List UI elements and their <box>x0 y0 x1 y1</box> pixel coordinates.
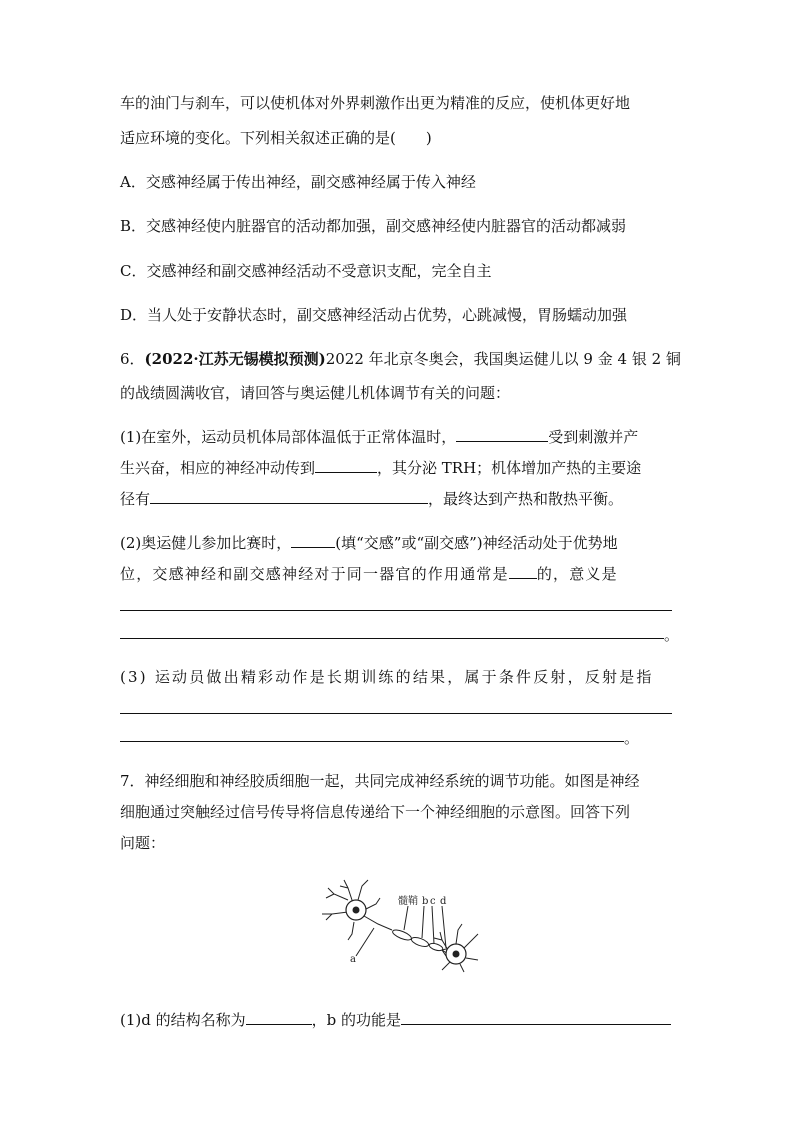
intro-line-2: 适应环境的变化。下列相关叙述正确的是( ) <box>120 129 432 147</box>
q7-sub1-text-b: ，b 的功能是 <box>311 1011 401 1029</box>
q6-p2-period: 。 <box>664 626 680 644</box>
answer-blank[interactable] <box>401 1009 671 1025</box>
option-d: D．当人处于安静状态时，副交感神经活动占优势，心跳减慢，胃肠蠕动加强 <box>120 306 628 324</box>
q6-p3-period: 。 <box>624 729 640 747</box>
neuron-synapse-diagram <box>318 878 480 974</box>
option-b: B．交感神经使内脏器官的活动都加强，副交感神经使内脏器官的活动都减弱 <box>120 217 627 235</box>
answer-line[interactable] <box>120 741 624 742</box>
figure-label-b: b <box>422 896 429 907</box>
answer-line[interactable] <box>120 638 664 639</box>
q6-part1-line-3 <box>120 488 623 510</box>
answer-blank[interactable] <box>509 563 537 579</box>
q6-p1-text-d: ，其分泌 TRH；机体增加产热的主要途 <box>377 459 642 477</box>
q6-stem-line-2: 的战绩圆满收官，请回答与奥运健儿机体调节有关的问题： <box>120 384 511 402</box>
q6-p2-text-c: 位，交感神经和副交感神经对于同一器官的作用通常是 <box>120 565 509 583</box>
figure-label-d: d <box>440 896 447 907</box>
answer-blank[interactable] <box>246 1009 312 1025</box>
q7-sub1 <box>120 1009 671 1031</box>
q6-part1-line-2 <box>120 457 641 479</box>
figure-label-a: a <box>350 954 356 965</box>
q6-p1-text-c: 生兴奋，相应的神经冲动传到 <box>120 459 316 477</box>
answer-line[interactable] <box>120 610 672 611</box>
q7-stem-line-1: 7．神经细胞和神经胶质细胞一起，共同完成神经系统的调节功能。如图是神经 <box>120 772 640 790</box>
intro-line-1: 车的油门与刹车，可以使机体对外界刺激作出更为精准的反应，使机体更好地 <box>120 94 631 112</box>
option-c: C．交感神经和副交感神经活动不受意识支配，完全自主 <box>120 262 492 280</box>
figure-label-myelin: 髓鞘 <box>398 896 418 907</box>
q7-stem-line-3: 问题： <box>120 834 166 852</box>
q6-p1-text-e: 径有 <box>120 490 151 508</box>
q6-part3-line-1: (3) 运动员做出精彩动作是长期训练的结果，属于条件反射，反射是指 <box>120 668 654 686</box>
answer-line[interactable] <box>120 713 672 714</box>
q6-number: 6． <box>120 350 145 368</box>
q6-p1-text-f: ，最终达到产热和散热平衡。 <box>428 490 624 508</box>
q7-sub1-text-a: (1)d 的结构名称为 <box>120 1011 246 1029</box>
answer-blank[interactable] <box>150 488 428 504</box>
q6-p1-text-b: 受到刺激并产 <box>548 428 639 446</box>
q6-part2-line-2 <box>120 563 618 585</box>
q6-source: (2022·江苏无锡模拟预测) <box>144 350 326 368</box>
q6-part1-line-1 <box>120 426 638 448</box>
answer-blank[interactable] <box>315 457 377 473</box>
q6-p1-text-a: (1)在室外，运动员机体局部体温低于正常体温时， <box>120 428 457 446</box>
q6-stem-line-1 <box>120 348 681 370</box>
q6-part2-line-1 <box>120 532 618 554</box>
q7-stem-line-2: 细胞通过突触经过信号传导将信息传递给下一个神经细胞的示意图。回答下列 <box>120 803 631 821</box>
q6-p2-text-b: (填“交感”或“副交感”)神经活动处于优势地 <box>335 534 618 552</box>
q6-p2-text-a: (2)奥运健儿参加比赛时， <box>120 534 292 552</box>
q6-stem-rest: 2022 年北京冬奥会，我国奥运健儿以 9 金 4 银 2 铜 <box>325 350 681 368</box>
answer-blank[interactable] <box>291 532 335 548</box>
option-a: A．交感神经属于传出神经，副交感神经属于传入神经 <box>120 173 476 191</box>
q6-p2-text-d: 的，意义是 <box>536 565 618 583</box>
answer-blank[interactable] <box>456 426 548 442</box>
figure-label-c: c <box>430 896 436 907</box>
